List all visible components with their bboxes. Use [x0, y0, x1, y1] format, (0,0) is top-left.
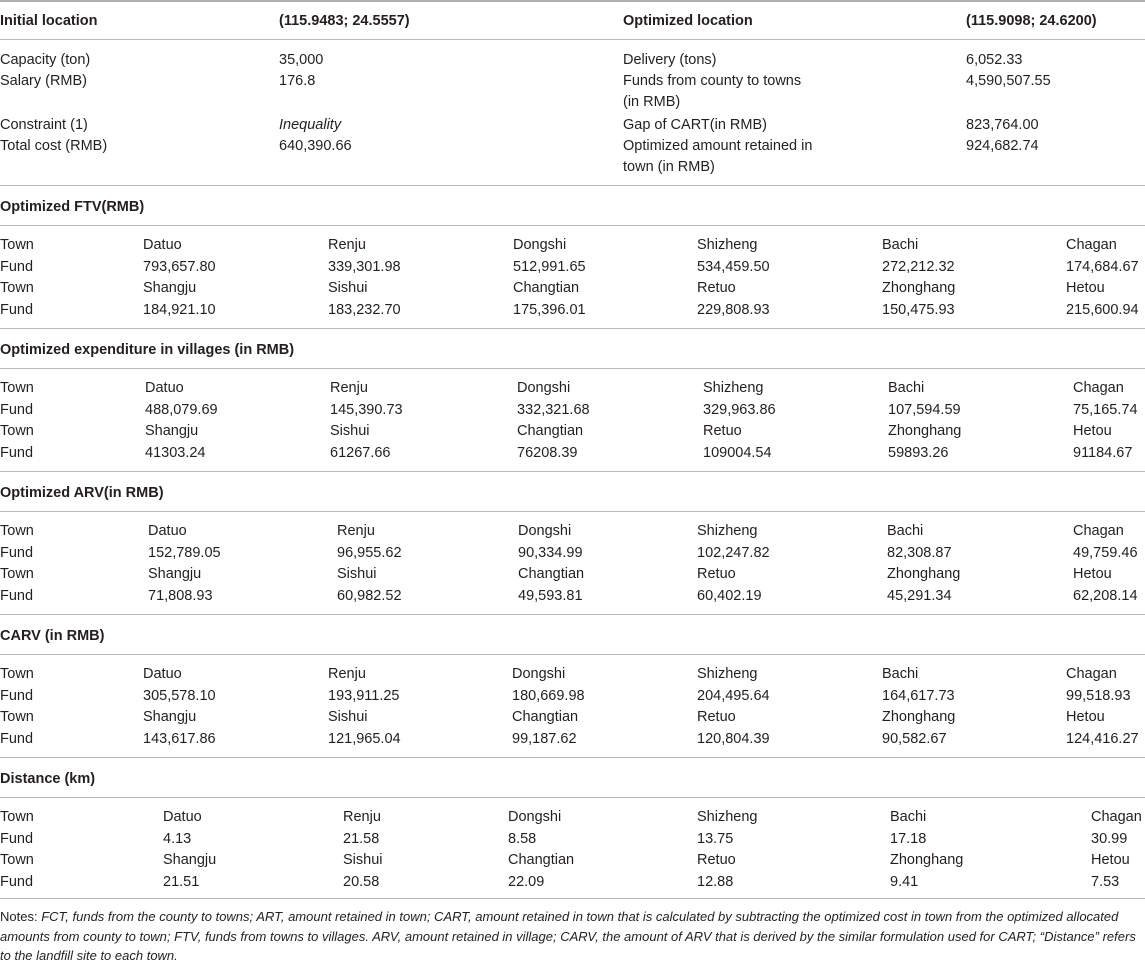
table-cell: Hetou — [1073, 566, 1112, 582]
table-cell: Datuo — [143, 237, 182, 253]
table-cell: 204,495.64 — [697, 687, 770, 704]
table-cell: 124,416.27 — [1066, 730, 1139, 747]
table-cell: 305,578.10 — [143, 687, 216, 704]
section-title: Optimized expenditure in villages (in RMB) — [0, 342, 295, 358]
row-header: Town — [0, 709, 34, 725]
table-cell: 60,982.52 — [337, 587, 402, 604]
table-cell: Changtian — [508, 852, 575, 868]
summary-right-value: 924,682.74 — [966, 138, 1039, 154]
table-cell: 145,390.73 — [330, 401, 403, 418]
table-cell: Datuo — [143, 666, 182, 682]
table-cell: Hetou — [1091, 852, 1130, 868]
table-cell: Renju — [328, 237, 366, 253]
table-cell: 121,965.04 — [328, 730, 401, 747]
table-cell: 71,808.93 — [148, 587, 213, 604]
table-cell: 272,212.32 — [882, 258, 955, 275]
table-cell: 215,600.94 — [1066, 301, 1139, 318]
row-header: Town — [0, 666, 34, 682]
table-cell: 229,808.93 — [697, 301, 770, 318]
section-title-rule — [0, 225, 1145, 226]
section-title: CARV (in RMB) — [0, 628, 105, 644]
table-top-rule — [0, 0, 1145, 2]
summary-right-label: Gap of CART(in RMB) — [623, 117, 767, 133]
optimized-location-coords: (115.9098; 24.6200) — [966, 13, 1097, 29]
table-cell: Chagan — [1073, 380, 1124, 396]
row-header: Fund — [0, 730, 34, 747]
row-header: Fund — [0, 830, 34, 847]
row-header: Fund — [0, 258, 34, 275]
table-cell: Retuo — [697, 852, 736, 868]
table-cell: 41303.24 — [145, 444, 206, 461]
table-cell: Dongshi — [512, 666, 566, 682]
table-cell: Renju — [337, 523, 375, 539]
section-title-rule — [0, 654, 1145, 655]
table-cell: 82,308.87 — [887, 544, 952, 561]
row-header: Fund — [0, 873, 34, 890]
table-cell: Bachi — [890, 809, 927, 825]
summary-right-label: Delivery (tons) — [623, 52, 717, 68]
table-cell: 329,963.86 — [703, 401, 776, 418]
table-cell: Shangju — [145, 423, 199, 439]
table-cell: Chagan — [1091, 809, 1142, 825]
table-cell: Bachi — [887, 523, 924, 539]
table-cell: Chagan — [1066, 237, 1117, 253]
table-cell: Bachi — [888, 380, 925, 396]
summary-left-label: Capacity (ton) — [0, 52, 91, 68]
table-cell: Renju — [343, 809, 381, 825]
table-cell: 99,518.93 — [1066, 687, 1131, 704]
table-cell: Shizheng — [697, 666, 758, 682]
table-cell: 193,911.25 — [328, 687, 400, 704]
summary-left-value: 640,390.66 — [279, 138, 352, 154]
table-cell: Shangju — [143, 709, 197, 725]
table-cell: 61267.66 — [330, 444, 391, 461]
table-cell: Datuo — [148, 523, 187, 539]
table-cell: 62,208.14 — [1073, 587, 1138, 604]
table-cell: Zhonghang — [888, 423, 962, 439]
table-cell: 150,475.93 — [882, 301, 955, 318]
row-header: Fund — [0, 544, 34, 561]
table-cell: 102,247.82 — [697, 544, 770, 561]
summary-right-label: Funds from county to towns (in RMB) — [623, 73, 802, 110]
table-cell: 512,991.65 — [513, 258, 586, 275]
table-cell: 91184.67 — [1073, 444, 1133, 461]
summary-right-label: Optimized amount retained in town (in RMB) — [623, 138, 813, 175]
table-cell: 9.41 — [890, 873, 919, 890]
summary-header-rule — [0, 39, 1145, 40]
summary-left-value: 35,000 — [279, 52, 324, 68]
table-cell: 59893.26 — [888, 444, 949, 461]
section-rule — [0, 757, 1145, 758]
table-cell: 339,301.98 — [328, 258, 401, 275]
table-cell: 20.58 — [343, 873, 380, 890]
table-cell: Shizheng — [697, 809, 758, 825]
table-cell: Renju — [328, 666, 366, 682]
summary-left-label: Total cost (RMB) — [0, 138, 108, 154]
table-cell: Hetou — [1066, 280, 1105, 296]
table-cell: Changtian — [512, 709, 579, 725]
row-header: Town — [0, 523, 34, 539]
row-header: Town — [0, 852, 34, 868]
table-cell: 21.51 — [163, 873, 200, 890]
row-header: Fund — [0, 401, 34, 418]
table-cell: Zhonghang — [882, 709, 956, 725]
table-cell: 184,921.10 — [143, 301, 216, 318]
table-cell: 13.75 — [697, 830, 734, 847]
table-cell: Retuo — [703, 423, 742, 439]
table-cell: Dongshi — [517, 380, 571, 396]
table-cell: 30.99 — [1091, 830, 1128, 847]
table-cell: 793,657.80 — [143, 258, 216, 275]
table-cell: Shizheng — [697, 237, 758, 253]
table-cell: Dongshi — [508, 809, 562, 825]
table-cell: Renju — [330, 380, 368, 396]
row-header: Town — [0, 566, 34, 582]
table-cell: 488,079.69 — [145, 401, 218, 418]
section-title-rule — [0, 797, 1145, 798]
table-cell: 45,291.34 — [887, 587, 952, 604]
table-cell: Changtian — [517, 423, 584, 439]
table-cell: Hetou — [1073, 423, 1112, 439]
table-cell: Retuo — [697, 280, 736, 296]
table-cell: 152,789.05 — [148, 544, 221, 561]
summary-left-label: Constraint (1) — [0, 117, 88, 133]
table-cell: 90,582.67 — [882, 730, 947, 747]
table-cell: 7.53 — [1091, 873, 1120, 890]
table-cell: 76208.39 — [517, 444, 578, 461]
row-header: Fund — [0, 444, 34, 461]
table-cell: Bachi — [882, 237, 919, 253]
table-cell: 174,684.67 — [1066, 258, 1139, 275]
row-header: Town — [0, 237, 34, 253]
section-title: Optimized FTV(RMB) — [0, 199, 145, 215]
table-cell: Changtian — [513, 280, 580, 296]
section-title-rule — [0, 368, 1145, 369]
table-cell: Sishui — [343, 852, 383, 868]
table-cell: 60,402.19 — [697, 587, 762, 604]
table-cell: Zhonghang — [890, 852, 964, 868]
table-cell: 90,334.99 — [518, 544, 583, 561]
table-cell: Dongshi — [513, 237, 567, 253]
summary-left-value: Inequality — [279, 117, 342, 133]
notes-label: Notes: — [0, 909, 38, 924]
row-header: Town — [0, 809, 34, 825]
table-cell: 534,459.50 — [697, 258, 770, 275]
table-cell: Shizheng — [703, 380, 764, 396]
summary-left-value: 176.8 — [279, 73, 316, 89]
summary-left-label: Salary (RMB) — [0, 73, 88, 89]
table-cell: 49,593.81 — [518, 587, 583, 604]
table-cell: Changtian — [518, 566, 585, 582]
section-title: Optimized ARV(in RMB) — [0, 485, 164, 501]
row-header: Town — [0, 280, 34, 296]
table-cell: Sishui — [328, 709, 368, 725]
table-cell: Zhonghang — [887, 566, 961, 582]
table-cell: Bachi — [882, 666, 919, 682]
table-cell: 164,617.73 — [882, 687, 955, 704]
table-cell: Dongshi — [518, 523, 572, 539]
table-cell: Sishui — [328, 280, 368, 296]
table-cell: Sishui — [337, 566, 377, 582]
table-cell: 143,617.86 — [143, 730, 216, 747]
table-cell: Retuo — [697, 709, 736, 725]
table-cell: Hetou — [1066, 709, 1105, 725]
table-cell: 75,165.74 — [1073, 401, 1138, 418]
section-rule — [0, 614, 1145, 615]
initial-location-label: Initial location — [0, 13, 98, 29]
optimized-location-label: Optimized location — [623, 13, 753, 29]
section-rule — [0, 328, 1145, 329]
section-rule — [0, 471, 1145, 472]
table-cell: Retuo — [697, 566, 736, 582]
initial-location-coords: (115.9483; 24.5557) — [279, 13, 410, 29]
table-cell: Zhonghang — [882, 280, 956, 296]
table-cell: 109004.54 — [703, 444, 772, 461]
table-cell: Chagan — [1066, 666, 1117, 682]
table-cell: 4.13 — [163, 830, 192, 847]
table-cell: 8.58 — [508, 830, 537, 847]
table-cell: 175,396.01 — [513, 301, 586, 318]
row-header: Fund — [0, 587, 34, 604]
table-cell: 99,187.62 — [512, 730, 577, 747]
section-title: Distance (km) — [0, 771, 96, 787]
table-cell: 107,594.59 — [888, 401, 961, 418]
row-header: Fund — [0, 687, 34, 704]
table-cell: Datuo — [163, 809, 202, 825]
row-header: Fund — [0, 301, 34, 318]
table-cell: Shangju — [148, 566, 202, 582]
row-header: Town — [0, 380, 34, 396]
notes-text: FCT, funds from the county to towns; ART, amount retained in town; CART, amount retained in town that is calculated by subtracting the optimized cost in town from the optimized allocated amounts from county to town; FTV, funds from towns to villages. ARV, amount retained in village; CARV, the amount of ARV that is derived by the similar formulation used for CART; “Distance” refers to the landfill site to each town. — [0, 909, 1136, 964]
table-cell: 17.18 — [890, 830, 927, 847]
table-cell: 332,321.68 — [517, 401, 590, 418]
table-cell: Chagan — [1073, 523, 1124, 539]
table-cell: 183,232.70 — [328, 301, 401, 318]
table-notes — [0, 907, 1138, 966]
table-cell: 12.88 — [697, 873, 734, 890]
summary-right-value: 823,764.00 — [966, 117, 1039, 133]
row-header: Town — [0, 423, 34, 439]
table-cell: Shizheng — [697, 523, 758, 539]
table-cell: Datuo — [145, 380, 184, 396]
table-cell: 120,804.39 — [697, 730, 770, 747]
table-cell: 49,759.46 — [1073, 544, 1138, 561]
table-cell: 21.58 — [343, 830, 380, 847]
table-cell: Shangju — [143, 280, 197, 296]
table-cell: 180,669.98 — [512, 687, 585, 704]
table-cell: Shangju — [163, 852, 217, 868]
table-bottom-rule — [0, 898, 1145, 899]
table-cell: Sishui — [330, 423, 370, 439]
section-title-rule — [0, 511, 1145, 512]
table-cell: 96,955.62 — [337, 544, 402, 561]
section-rule — [0, 185, 1145, 186]
summary-right-value: 6,052.33 — [966, 52, 1023, 68]
summary-right-value: 4,590,507.55 — [966, 73, 1051, 89]
table-cell: 22.09 — [508, 873, 545, 890]
